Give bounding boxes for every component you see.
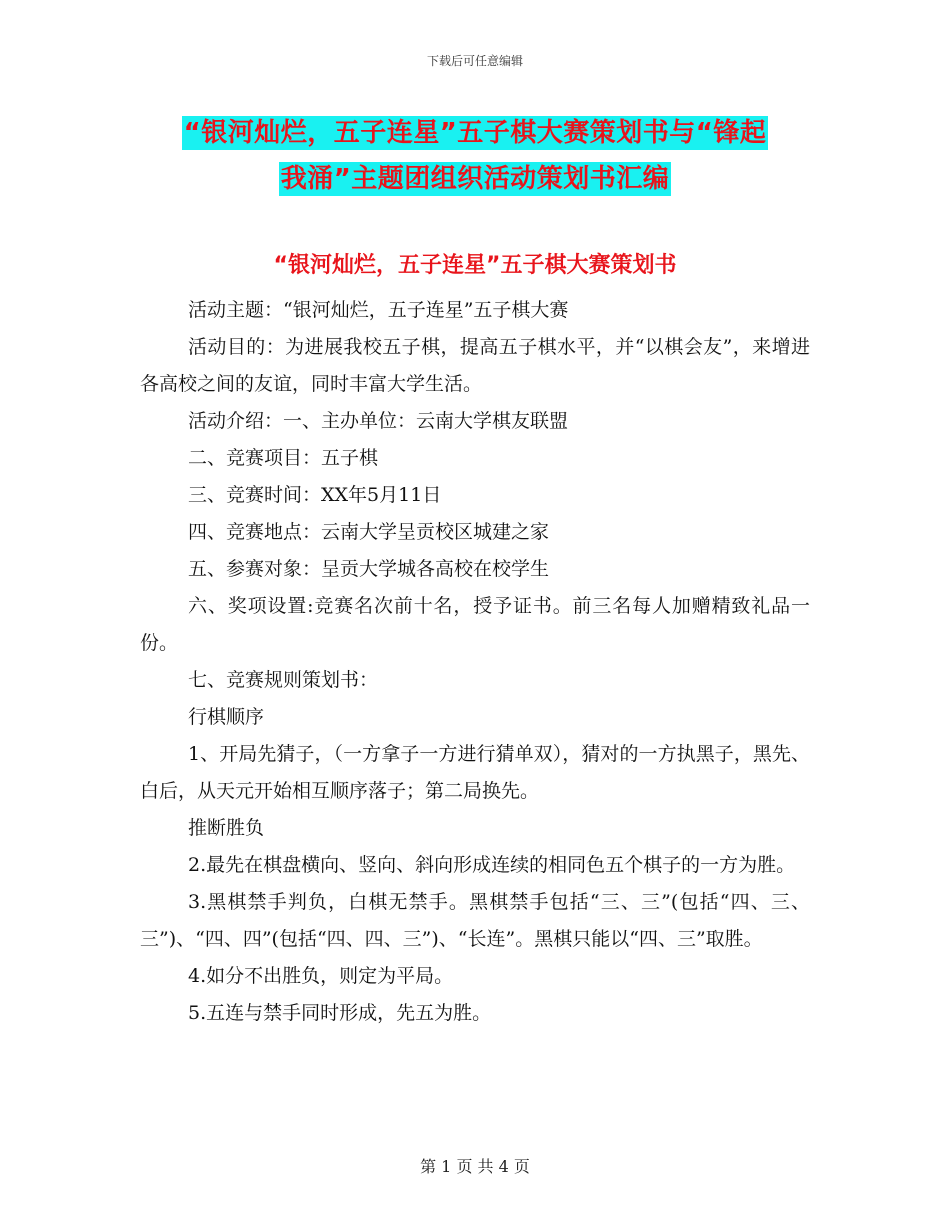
main-title-line-1 xyxy=(0,112,950,149)
paragraph-rules-heading: 七、竞赛规则策划书： xyxy=(188,669,379,691)
paragraph-move-order-heading: 行棋顺序 xyxy=(188,706,265,728)
paragraph-rule-5: 5.五连与禁手同时形成，先五为胜。 xyxy=(188,1002,492,1024)
paragraph-rule-2: 2.最先在棋盘横向、竖向、斜向形成连续的相同色五个棋子的一方为胜。 xyxy=(188,854,796,876)
document-body xyxy=(140,292,810,1032)
page-number-footer: 第 1 页 共 4 页 xyxy=(420,1157,530,1176)
paragraph-judge-heading: 推断胜负 xyxy=(188,817,265,839)
paragraph-rule-3: 3.黑棋禁手判负，白棋无禁手。黑棋禁手包括“三、三”(包括“四、三、三”)、“四、四”(包括“四、四、三”)、“长连”。黑棋只能以“四、三”取胜。 xyxy=(140,891,810,950)
paragraph-theme: 活动主题：“银河灿烂，五子连星”五子棋大赛 xyxy=(188,299,569,321)
section-title: “银河灿烂，五子连星”五子棋大赛策划书 xyxy=(273,253,677,278)
paragraph-time: 三、竞赛时间：XX年5月11日 xyxy=(188,484,442,506)
header-note: 下载后可任意编辑 xyxy=(426,54,523,68)
paragraph-purpose: 活动目的：为进展我校五子棋，提高五子棋水平，并“以棋会友”，来增进各高校之间的友谊，同时丰富大学生活。 xyxy=(140,336,810,395)
paragraph-rule-1: 1、开局先猜子，（一方拿子一方进行猜单双），猜对的一方执黑子，黑先、白后，从天元开始相互顺序落子；第二局换先。 xyxy=(140,743,810,802)
paragraph-participants: 五、参赛对象：呈贡大学城各高校在校学生 xyxy=(188,558,550,580)
main-title-line-2 xyxy=(0,158,950,195)
paragraph-location: 四、竞赛地点：云南大学呈贡校区城建之家 xyxy=(188,521,550,543)
paragraph-awards: 六、奖项设置:竞赛名次前十名，授予证书。前三名每人加赠精致礼品一份。 xyxy=(140,595,810,654)
paragraph-rule-4: 4.如分不出胜负，则定为平局。 xyxy=(188,965,454,987)
paragraph-event: 二、竞赛项目：五子棋 xyxy=(188,447,379,469)
main-title-line-1-text: “银河灿烂，五子连星”五子棋大赛策划书与“锋起 xyxy=(183,118,767,148)
main-title-line-2-text: 我涌”主题团组织活动策划书汇编 xyxy=(280,164,670,194)
paragraph-organizer: 活动介绍：一、主办单位：云南大学棋友联盟 xyxy=(188,410,569,432)
